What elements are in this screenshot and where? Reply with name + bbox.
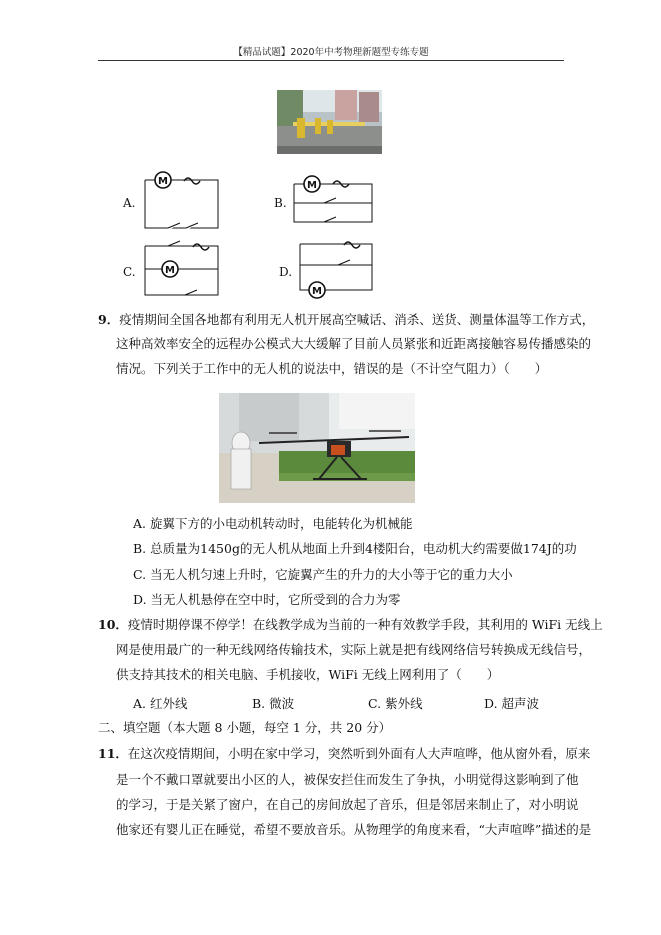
q10-line-1 [98,617,603,633]
q11-text-1: 在这次疫情期间，小明在家中学习，突然听到外面有人大声喧哗，他从窗外看，原来 [127,746,591,761]
q10-option-d: D. 超声波 [484,696,540,711]
q9-line-1 [98,312,594,328]
section-title-fill-in: 二、填空题（本大题 8 小题，每空 1 分，共 20 分） [98,720,392,735]
q10-text-1: 疫情时期停课不停学！在线教学成为当前的一种有效教学手段，其利用的 WiFi 无线上 [127,617,603,632]
q10-option-c: C. 紫外线 [368,696,423,711]
q11-line-4: 他家还有婴儿正在睡觉，希望不要放音乐。从物理学的角度来看，“大声喧哗”描述的是 [116,822,592,837]
q11-line-2: 是一个不戴口罩就要出小区的人，被保安拦住而发生了争执，小明觉得这影响到了他 [116,772,579,787]
option-label-c: C. [123,265,136,279]
q10-option-b: B. 微波 [252,696,295,711]
q9-line-3: 情况。下列关于工作中的无人机的说法中，错误的是（不计空气阻力）（ ） [116,361,548,376]
q10-line-2: 网是使用最广的一种无线网络传输技术，实际上就是把有线网络信号转换成无线信号， [116,642,592,657]
q10-option-a: A. 红外线 [133,696,188,711]
q10-line-3: 供支持其技术的相关电脑、手机接收，WiFi 无线上网利用了（ ） [116,667,500,682]
q11-line-1 [98,746,590,762]
motor-symbol-c: M [165,265,175,276]
page-header: 【精品试题】2020年中考物理新题型专练专题 [233,47,429,58]
motor-symbol-b: M [307,180,317,191]
q11-number: 11． [98,746,128,761]
circuit-diagrams [0,0,661,310]
q10-number: 10． [98,617,128,632]
motor-symbol-d: M [312,286,322,297]
q9-option-d: D. 当无人机悬停在空中时，它所受到的合力为零 [133,592,401,607]
q9-option-b: B. 总质量为1450g的无人机从地面上升到4楼阳台，电动机大约需要做174J的功 [133,541,577,556]
q9-option-c: C. 当无人机匀速上升时，它旋翼产生的升力的大小等于它的重力大小 [133,567,513,582]
q9-number: 9． [98,312,120,327]
drone-photo [219,393,415,503]
option-label-d: D. [279,265,293,279]
q9-line-2: 这种高效率安全的远程办公模式大大缓解了目前人员紧张和近距离接触容易传播感染的 [116,336,592,351]
q9-option-a: A. 旋翼下方的小电动机转动时，电能转化为机械能 [133,516,413,531]
q9-text-1: 疫情期间全国各地都有利用无人机开展高空喊话、消杀、送货、测量体温等工作方式， [119,312,595,327]
q11-line-3: 的学习，于是关紧了窗户，在自己的房间放起了音乐，但是邻居来制止了，对小明说 [116,797,579,812]
option-label-b: B. [274,196,287,210]
option-label-a: A. [123,196,136,210]
motor-symbol-a: M [158,176,168,187]
